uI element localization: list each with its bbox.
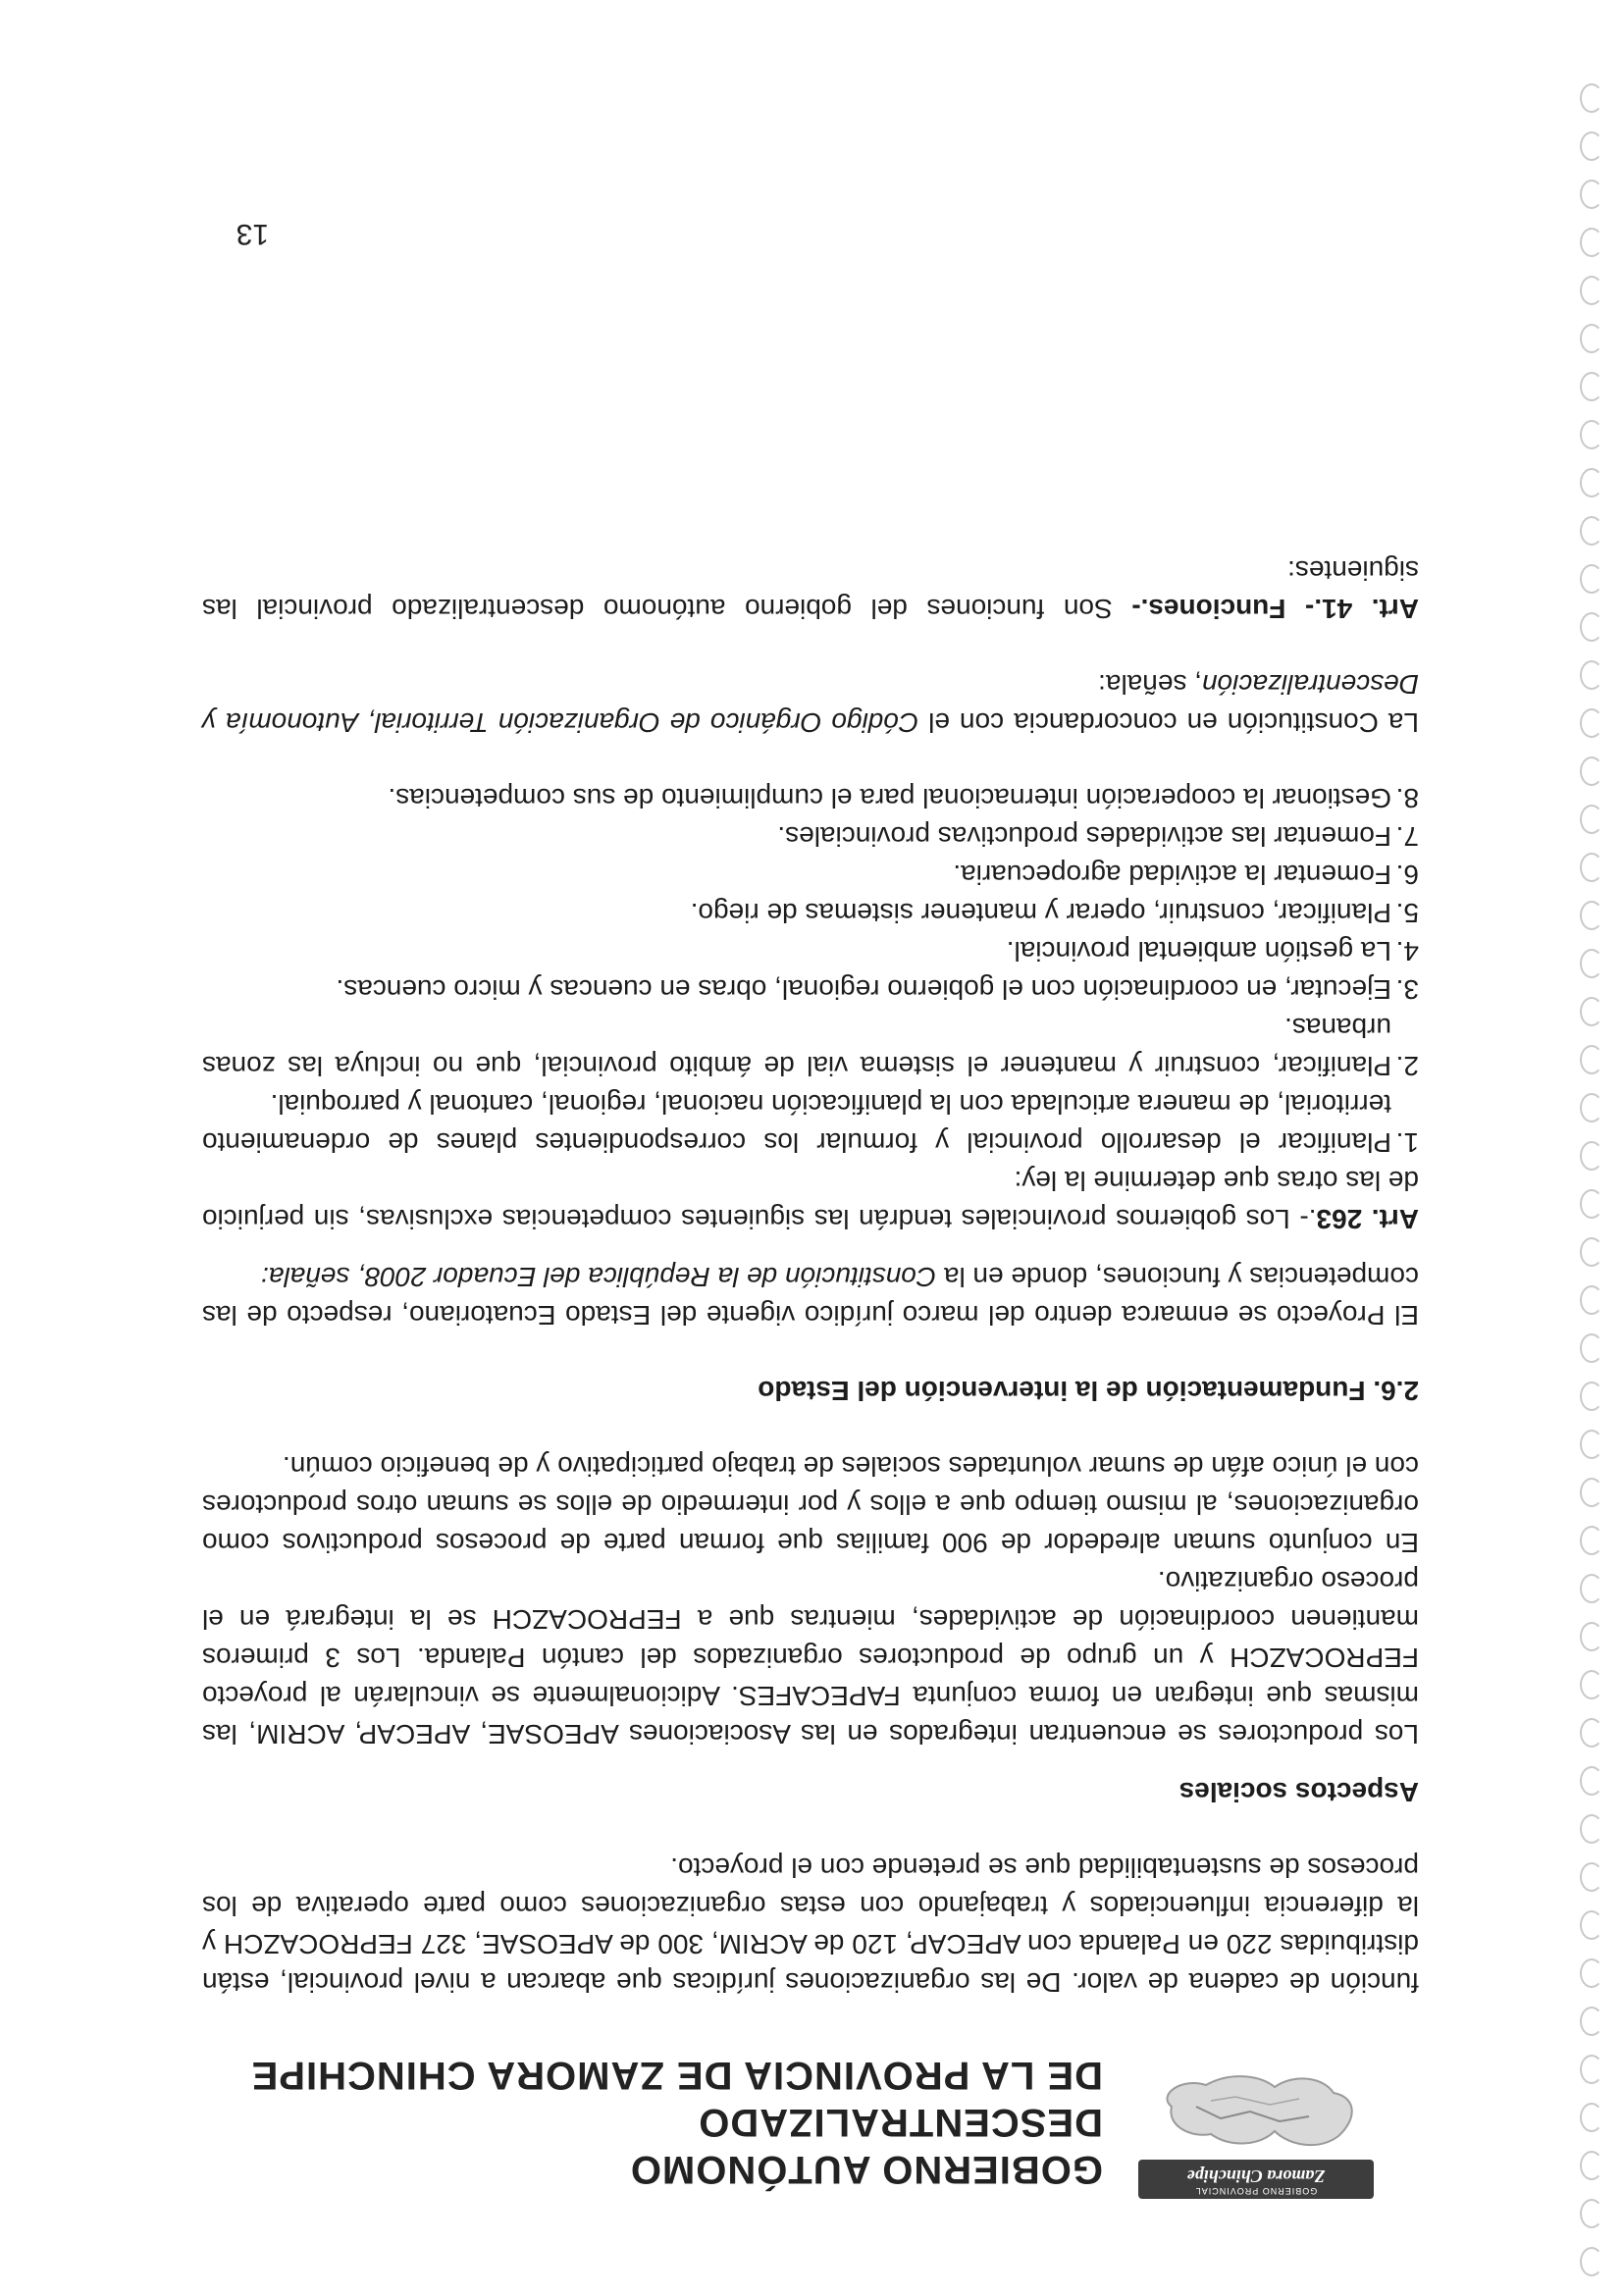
binding-ring: [1580, 468, 1603, 497]
list-number: 6.: [1395, 860, 1419, 890]
list-text: Planificar, construir, operar y mantener sistemas de riego.: [690, 898, 1391, 928]
binding-ring: [1580, 372, 1603, 401]
list-number: 1.: [1395, 1127, 1419, 1158]
list-text: Gestionar la cooperación internacional para el cumplimiento de sus competencias.: [388, 783, 1391, 813]
list-number: 4.: [1395, 936, 1419, 966]
binding-ring: [1580, 1670, 1603, 1699]
state-framework-paragraph: [202, 1258, 1419, 1334]
list-number: 5.: [1395, 898, 1419, 928]
list-number: 8.: [1395, 783, 1419, 813]
binding-ring: [1580, 660, 1603, 690]
binding-ring: [1580, 901, 1603, 930]
binding-ring: [1580, 1045, 1603, 1074]
binding-ring: [1580, 564, 1603, 594]
binding-ring: [1580, 516, 1603, 546]
intro-paragraph: función de cadena de valor. De las organizaciones jurídicas que abarcan a nivel provincial, están distribuidas 220 en Palanda con APECAP, 120 de ACRIM, 300 de APEOSAE, 327 FEPROCAZCH y la diferencia influenciados y trabajando con estas organizaciones como parte operativa de los procesos de sustentabilidad que se pretende con el proyecto.: [202, 1852, 1419, 1998]
binding-ring: [1580, 1189, 1603, 1219]
spiral-binding: [1570, 20, 1609, 2276]
title-line-2: DE LA PROVINCIA DE ZAMORA CHINCHIPE: [250, 2054, 1103, 2097]
binding-ring: [1580, 1430, 1603, 1459]
binding-ring: [1580, 1958, 1603, 1988]
binding-ring: [1580, 1766, 1603, 1796]
binding-ring: [1580, 1718, 1603, 1748]
binding-ring: [1580, 1862, 1603, 1892]
binding-ring: [1580, 2055, 1603, 2084]
list-text: Planificar el desarrollo provincial y formular los correspondientes planes de ordenamiento territorial, de manera articulada con la planificación nacional, regional, cantonal y parroquial.: [202, 1089, 1391, 1158]
list-text: Ejecutar, en coordinación con el gobierno regional, obras en cuencas y micro cuencas.: [336, 974, 1391, 1005]
binding-ring: [1580, 1382, 1603, 1411]
provincial-logo: [1123, 2065, 1387, 2203]
title-line-1: GOBIERNO AUTÓNOMO DESCENTRALIZADO: [629, 2101, 1103, 2191]
list-text: Planificar, construir y mantener el sistema vial de ámbito provincial, que no incluya las zonas urbanas.: [202, 1013, 1391, 1081]
list-text: La gestión ambiental provincial.: [1006, 936, 1391, 966]
art-41-label: Art. 41.- Funciones.-: [1131, 594, 1419, 624]
list-text: Fomentar las actividades productivas provinciales.: [777, 821, 1391, 852]
binding-ring: [1580, 1141, 1603, 1171]
binding-ring: [1580, 1526, 1603, 1555]
cootad-reference: Código Orgánico de Organización Territorial, Autonomía y Descentralización: [202, 669, 1419, 738]
art-41-text: Son funciones del gobierno autónomo descentralizado provincial las siguientes:: [202, 555, 1419, 624]
cootad-text-b: , señala:: [1098, 669, 1202, 700]
cootad-paragraph: [202, 665, 1419, 742]
binding-ring: [1580, 180, 1603, 209]
binding-ring: [1580, 420, 1603, 449]
organization-title: [239, 2052, 1103, 2193]
binding-ring: [1580, 1285, 1603, 1315]
letterhead: [239, 2056, 1387, 2203]
document-body: [202, 551, 1419, 2002]
binding-ring: [1580, 2007, 1603, 2036]
binding-ring: [1580, 228, 1603, 257]
logo-badge: [1138, 2160, 1374, 2199]
province-map-icon: [1142, 2067, 1368, 2156]
list-item: [202, 894, 1419, 932]
list-item: [202, 932, 1419, 970]
binding-ring: [1580, 1333, 1603, 1363]
binding-ring: [1580, 1574, 1603, 1603]
art-263-text: .- Los gobiernos provinciales tendrán las siguientes competencias exclusivas, sin perjuicio de las otras que determine la ley:: [202, 1166, 1419, 1234]
list-item: [202, 856, 1419, 894]
binding-ring: [1580, 1910, 1603, 1940]
binding-ring: [1580, 2247, 1603, 2276]
list-number: 7.: [1395, 821, 1419, 852]
binding-ring: [1580, 949, 1603, 978]
binding-ring: [1580, 2151, 1603, 2180]
logo-province-name: Zamora Chinchipe: [1186, 2166, 1326, 2186]
list-item: [202, 779, 1419, 817]
binding-ring: [1580, 612, 1603, 642]
social-paragraph-2: En conjunto suman alrededor de 900 familias que forman parte de procesos productivos como organizaciones, al mismo tiempo que a ellos y por intermedio de ellos se suman otros productores con el único afán de sumar voluntades sociales de trabajo participativo y de beneficio común.: [202, 1451, 1419, 1558]
binding-ring: [1580, 1814, 1603, 1844]
section-heading-2-6: 2.6. Fundamentación de la intervención del Estado: [758, 1376, 1419, 1406]
binding-ring: [1580, 757, 1603, 786]
binding-ring: [1580, 2103, 1603, 2132]
competencies-list: [202, 779, 1419, 1162]
binding-ring: [1580, 997, 1603, 1026]
binding-ring: [1580, 276, 1603, 305]
list-item: [202, 817, 1419, 856]
art-263-paragraph: [202, 1162, 1419, 1238]
state-paragraph-text: El Proyecto se enmarca dentro del marco jurídico vigente del Estado Ecuatoriano, respecto de las competencias y funciones, donde en la: [202, 1262, 1419, 1331]
constitution-reference: Constitución de la República del Ecuador 2008, señala:: [261, 1262, 937, 1292]
binding-ring: [1580, 83, 1603, 113]
binding-ring: [1580, 853, 1603, 882]
binding-ring: [1580, 1237, 1603, 1267]
binding-ring: [1580, 2199, 1603, 2228]
binding-ring: [1580, 1478, 1603, 1507]
binding-ring: [1580, 805, 1603, 834]
binding-ring: [1580, 1093, 1603, 1122]
binding-ring: [1580, 131, 1603, 161]
list-item: [202, 1085, 1419, 1162]
page-number: 13: [236, 218, 269, 250]
art-41-paragraph: [202, 551, 1419, 628]
list-item: [202, 1009, 1419, 1085]
social-aspects-heading: Aspectos sociales: [1178, 1777, 1419, 1807]
list-item: [202, 970, 1419, 1009]
logo-caption: GOBIERNO PROVINCIAL: [1194, 2186, 1318, 2196]
binding-ring: [1580, 708, 1603, 738]
art-263-label: Art. 263: [1316, 1204, 1419, 1234]
list-text: Fomentar la actividad agropecuaria.: [953, 860, 1391, 890]
binding-ring: [1580, 1622, 1603, 1651]
social-paragraph-1: Los productores se encuentran integrados en las Asociaciones APEOSAE, APECAP, ACRIM, las mismas que integran en forma conjunta FAPECAFES. Adicionalmente se vincularán al proyecto FEPROCAZCH y un grupo de productores organizados del cantón Palanda. Los 3 primeros mantienen coordinación de actividades, mientras que a FEPROCAZCH se la integrará en el proceso organizativo.: [202, 1566, 1419, 1749]
binding-ring: [1580, 324, 1603, 353]
list-number: 3.: [1395, 974, 1419, 1005]
cootad-text-a: La Constitución en concordancia con el: [918, 707, 1419, 738]
list-number: 2.: [1395, 1051, 1419, 1081]
